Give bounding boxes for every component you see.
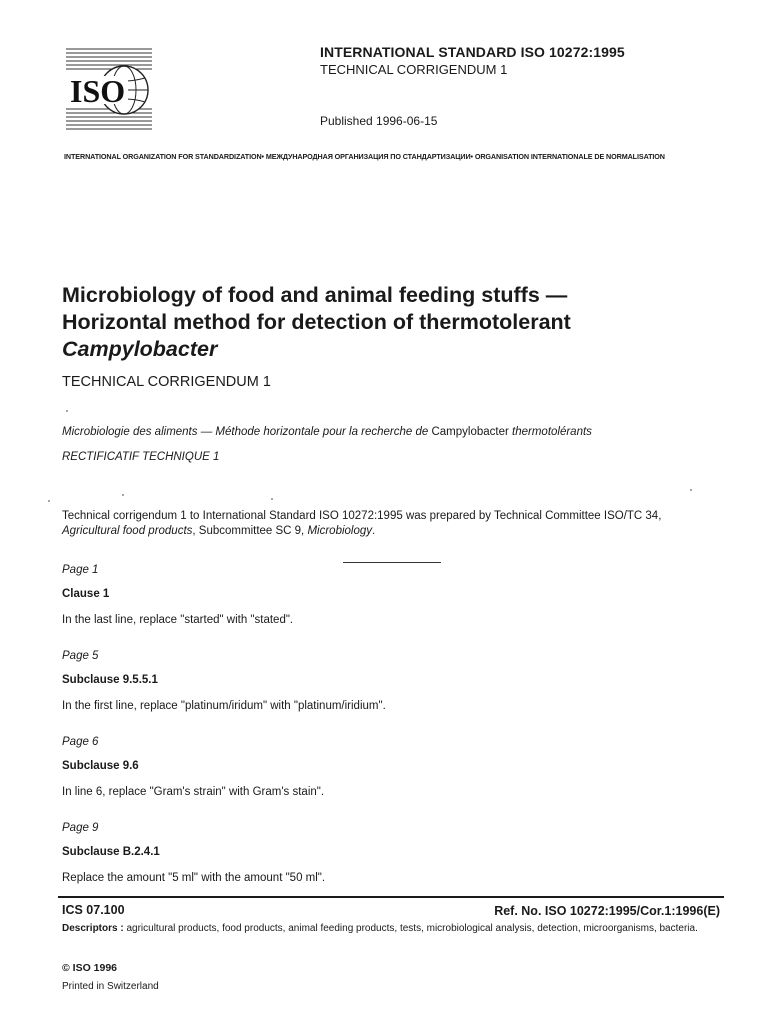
- prep-text-5: .: [372, 525, 376, 537]
- logo-text: ISO: [70, 73, 126, 109]
- reference-number: Ref. No. ISO 10272:1995/Cor.1:1996(E): [494, 904, 720, 918]
- prep-text-1: Technical corrigendum 1 to International Standard ISO 10272:1995 was prepared by Technical Committee ISO/TC 34,: [62, 510, 662, 522]
- separator-rule: [343, 562, 441, 563]
- correction-text: Replace the amount "5 ml" with the amount "50 ml".: [62, 872, 326, 884]
- scan-speck: [690, 489, 692, 491]
- organization-line: INTERNATIONAL ORGANIZATION FOR STANDARDIZATION• МЕЖДУНАРОДНАЯ ОРГАНИЗАЦИЯ ПО СТАНДАРТИЗАЦИИ• ORGANISATION INTERNATIONALE DE NORMALISATION: [64, 152, 665, 161]
- scan-speck: [122, 494, 124, 496]
- clause-label: Subclause B.2.4.1: [62, 846, 160, 858]
- scan-speck: [66, 410, 68, 412]
- french-rectificatif: RECTIFICATIF TECHNIQUE 1: [62, 451, 220, 463]
- descriptors-label: Descriptors :: [62, 923, 124, 934]
- published-date: Published 1996-06-15: [320, 114, 438, 128]
- title-line-2: Horizontal method for detection of thermotolerant: [62, 310, 571, 334]
- page-label: Page 6: [62, 736, 99, 748]
- clause-label: Clause 1: [62, 588, 110, 600]
- scan-speck: [271, 498, 273, 500]
- correction-text: In line 6, replace "Gram's strain" with Gram's stain".: [62, 786, 325, 798]
- scan-speck: [48, 500, 50, 502]
- descriptors: [62, 923, 726, 935]
- document-title: [62, 282, 702, 363]
- title-line-3: Campylobacter: [62, 337, 218, 361]
- french-title-part3: thermotolérants: [508, 426, 592, 438]
- copyright: © ISO 1996: [62, 962, 118, 974]
- printed-in: Printed in Switzerland: [62, 981, 159, 992]
- preparation-note: [62, 509, 722, 539]
- prep-subcommittee: Microbiology: [307, 525, 373, 537]
- page-label: Page 1: [62, 564, 99, 576]
- french-title-part1: Microbiologie des aliments — Méthode horizontale pour la recherche de: [62, 426, 432, 438]
- title-line-1: Microbiology of food and animal feeding stuffs —: [62, 283, 568, 307]
- ics-code: ICS 07.100: [62, 903, 125, 917]
- descriptors-list: agricultural products, food products, animal feeding products, tests, microbiological analysis, detection, microorganisms, bacteria.: [123, 923, 698, 934]
- clause-label: Subclause 9.5.5.1: [62, 674, 158, 686]
- standard-subtitle: TECHNICAL CORRIGENDUM 1: [320, 62, 508, 77]
- standard-title: INTERNATIONAL STANDARD ISO 10272:1995: [320, 44, 625, 60]
- iso-logo: [66, 46, 152, 132]
- page-label: Page 9: [62, 822, 99, 834]
- page-label: Page 5: [62, 650, 99, 662]
- prep-text-3: , Subcommittee SC 9,: [192, 525, 308, 537]
- corrigendum-label: TECHNICAL CORRIGENDUM 1: [62, 374, 271, 390]
- french-title: [62, 426, 592, 438]
- prep-committee: Agricultural food products: [62, 525, 193, 537]
- french-title-genus: Campylobacter: [431, 426, 509, 438]
- correction-text: In the first line, replace "platinum/iridum" with "platinum/iridium".: [62, 700, 386, 712]
- footer-rule: [58, 896, 724, 898]
- correction-text: In the last line, replace "started" with "stated".: [62, 614, 294, 626]
- clause-label: Subclause 9.6: [62, 760, 139, 772]
